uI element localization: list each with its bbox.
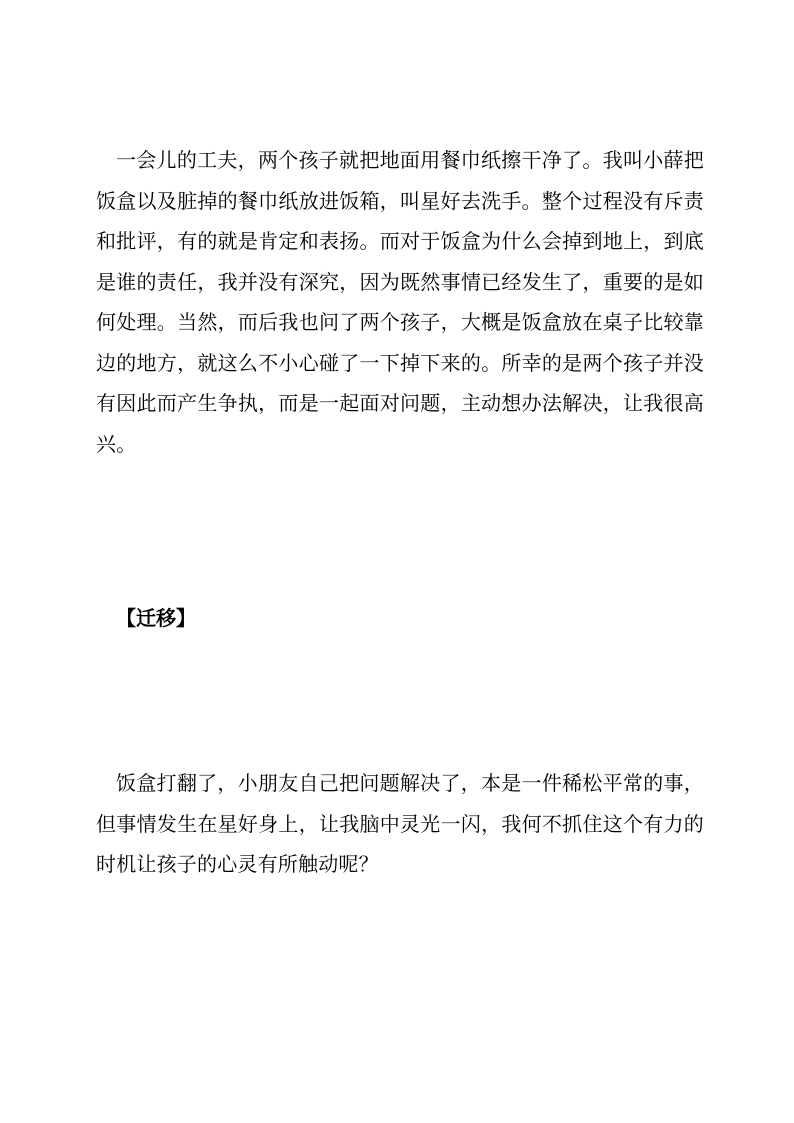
paragraph-cleanup-story: 一会儿的工夫，两个孩子就把地面用餐巾纸擦干净了。我叫小薛把饭盒以及脏掉的餐巾纸放进饭箱，叫星好去洗手。整个过程没有斥责和批评，有的就是肯定和表扬。而对于饭盒为什么会掉到地上，到底是谁的责任，我并没有深究，因为既然事情已经发生了，重要的是如何处理。当然，而后我也问了两个孩子，大概是饭盒放在桌子比较靠边的地方，就这么不小心碰了一下掉下来的。所幸的是两个孩子并没有因此而产生争执，而是一起面对问题，主动想办法解决，让我很高兴。 bbox=[96, 148, 704, 456]
section-heading-transfer: 【迁移】 bbox=[116, 606, 196, 630]
paragraph-transfer-reflection: 饭盒打翻了，小朋友自己把问题解决了，本是一件稀松平常的事，但事情发生在星好身上，让我脑中灵光一闪，我何不抓住这个有力的时机让孩子的心灵有所触动呢？ bbox=[96, 771, 704, 876]
